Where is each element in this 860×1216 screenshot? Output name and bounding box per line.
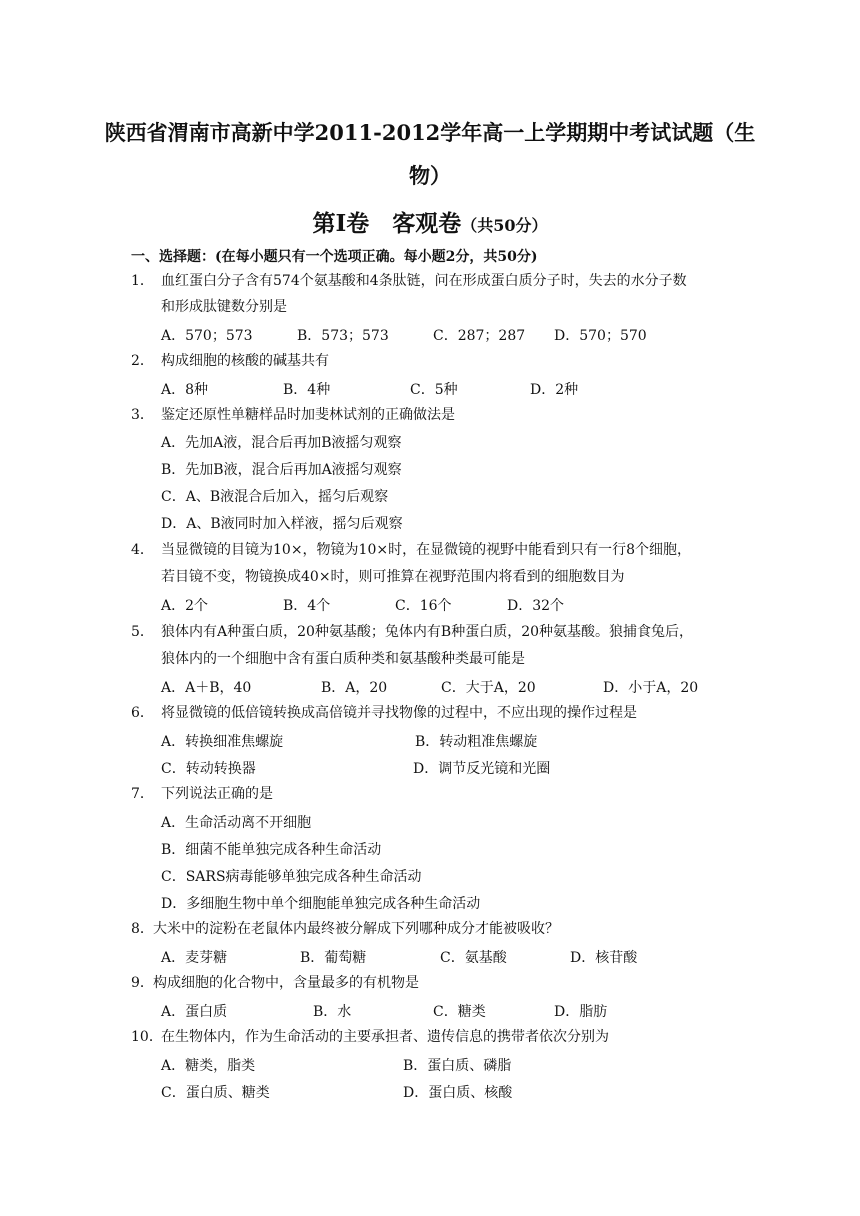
question-10	[131, 1027, 609, 1047]
option-a: A．570；573	[161, 328, 253, 344]
option-c: C．氨基酸	[440, 950, 507, 966]
exam-title-continued: 物）	[409, 163, 451, 188]
option-a: A．生命活动离不开细胞	[161, 815, 312, 831]
option-c: C．5种	[410, 382, 458, 398]
option-c: C．转动转换器	[161, 761, 256, 777]
option-d: D．多细胞生物中单个细胞能单独完成各种生命活动	[161, 896, 481, 912]
question-number: 4．	[131, 542, 154, 558]
option-a: A．麦芽糖	[161, 950, 228, 966]
question-8	[131, 919, 559, 939]
option-a: A．2个	[161, 598, 209, 614]
section-heading	[0, 205, 860, 238]
option-a: A．蛋白质	[161, 1004, 228, 1020]
option-d: D．蛋白质、核酸	[403, 1085, 513, 1101]
question-text: 血红蛋白分子含有574个氨基酸和4条肽链，问在形成蛋白质分子时，失去的水分子数	[161, 273, 687, 289]
option-b: B．蛋白质、磷脂	[403, 1058, 512, 1074]
option-b: B．先加B液，混合后再加A液摇匀观察	[161, 462, 402, 478]
option-c: C．287；287	[433, 328, 526, 344]
question-9	[131, 973, 419, 993]
option-d: D．小于A，20	[603, 680, 699, 696]
option-b: B．573；573	[297, 328, 389, 344]
question-text: 狼体内有A种蛋白质，20种氨基酸；兔体内有B种蛋白质，20种氨基酸。狼捕食兔后，	[161, 624, 694, 640]
question-number: 7．	[131, 786, 154, 802]
option-a: A．A＋B，40	[161, 680, 252, 696]
question-text-continued: 若目镜不变，物镜换成40×时，则可推算在视野范围内将看到的细胞数目为	[161, 569, 625, 585]
option-a: A．先加A液，混合后再加B液摇匀观察	[161, 435, 402, 451]
option-b: B．4个	[283, 598, 331, 614]
option-c: C．大于A，20	[441, 680, 536, 696]
question-number: 3．	[131, 407, 154, 423]
option-d: D．脂肪	[554, 1004, 608, 1020]
question-4	[131, 540, 691, 560]
option-d: D．调节反光镜和光圈	[413, 761, 551, 777]
option-b: B．4种	[283, 382, 331, 398]
option-d: D．2种	[530, 382, 579, 398]
part-heading: 一、选择题：(在每小题只有一个选项正确。每小题2分，共50分)	[131, 249, 538, 265]
option-b: B．A，20	[321, 680, 388, 696]
question-number: 10．	[131, 1029, 163, 1045]
option-c: C．糖类	[433, 1004, 486, 1020]
question-number: 2．	[131, 353, 154, 369]
option-c: C．A、B液混合后加入，摇匀后观察	[161, 489, 389, 505]
question-5	[131, 622, 693, 642]
question-text: 下列说法正确的是	[161, 786, 273, 802]
option-a: A．转换细准焦螺旋	[161, 734, 284, 750]
question-1	[131, 271, 687, 291]
question-3	[131, 405, 455, 425]
question-text: 构成细胞的核酸的碱基共有	[161, 353, 329, 369]
section-title: 第Ⅰ卷 客观卷	[312, 210, 462, 237]
question-7	[131, 784, 273, 804]
question-text: 将显微镜的低倍镜转换成高倍镜并寻找物像的过程中，不应出现的操作过程是	[161, 705, 637, 721]
question-text: 鉴定还原性单糖样品时加斐林试剂的正确做法是	[161, 407, 455, 423]
question-text-continued: 狼体内的一个细胞中含有蛋白质种类和氨基酸种类最可能是	[161, 651, 525, 667]
question-text: 在生物体内，作为生命活动的主要承担者、遗传信息的携带者依次分别为	[161, 1029, 609, 1045]
question-number: 6．	[131, 705, 154, 721]
option-b: B．转动粗准焦螺旋	[415, 734, 538, 750]
exam-title: 陕西省渭南市高新中学2011-2012学年高一上学期期中考试试题（生	[104, 120, 756, 145]
option-d: D．570；570	[554, 328, 647, 344]
question-number: 1．	[131, 273, 154, 289]
option-b: B．细菌不能单独完成各种生命活动	[161, 842, 382, 858]
option-d: D．A、B液同时加入样液，摇匀后观察	[161, 516, 403, 532]
option-b: B．水	[313, 1004, 352, 1020]
question-number: 9．	[131, 975, 154, 991]
option-d: D．核苷酸	[570, 950, 638, 966]
question-number: 5．	[131, 624, 154, 640]
option-a: A．糖类，脂类	[161, 1058, 256, 1074]
question-text: 当显微镜的目镜为10×，物镜为10×时，在显微镜的视野中能看到只有一行8个细胞，	[161, 542, 691, 558]
option-d: D．32个	[507, 598, 565, 614]
question-text: 构成细胞的化合物中，含量最多的有机物是	[153, 975, 419, 991]
section-score-note: （共50分）	[461, 216, 548, 235]
question-text-continued: 和形成肽键数分别是	[161, 299, 287, 315]
question-6	[131, 703, 637, 723]
option-c: C．16个	[395, 598, 452, 614]
question-number: 8．	[131, 921, 154, 937]
question-2	[131, 351, 329, 371]
option-b: B．葡萄糖	[300, 950, 367, 966]
option-c: C．蛋白质、糖类	[161, 1085, 270, 1101]
option-a: A．8种	[161, 382, 209, 398]
question-text: 大米中的淀粉在老鼠体内最终被分解成下列哪种成分才能被吸收？	[153, 921, 559, 937]
option-c: C．SARS病毒能够单独完成各种生命活动	[161, 869, 422, 885]
